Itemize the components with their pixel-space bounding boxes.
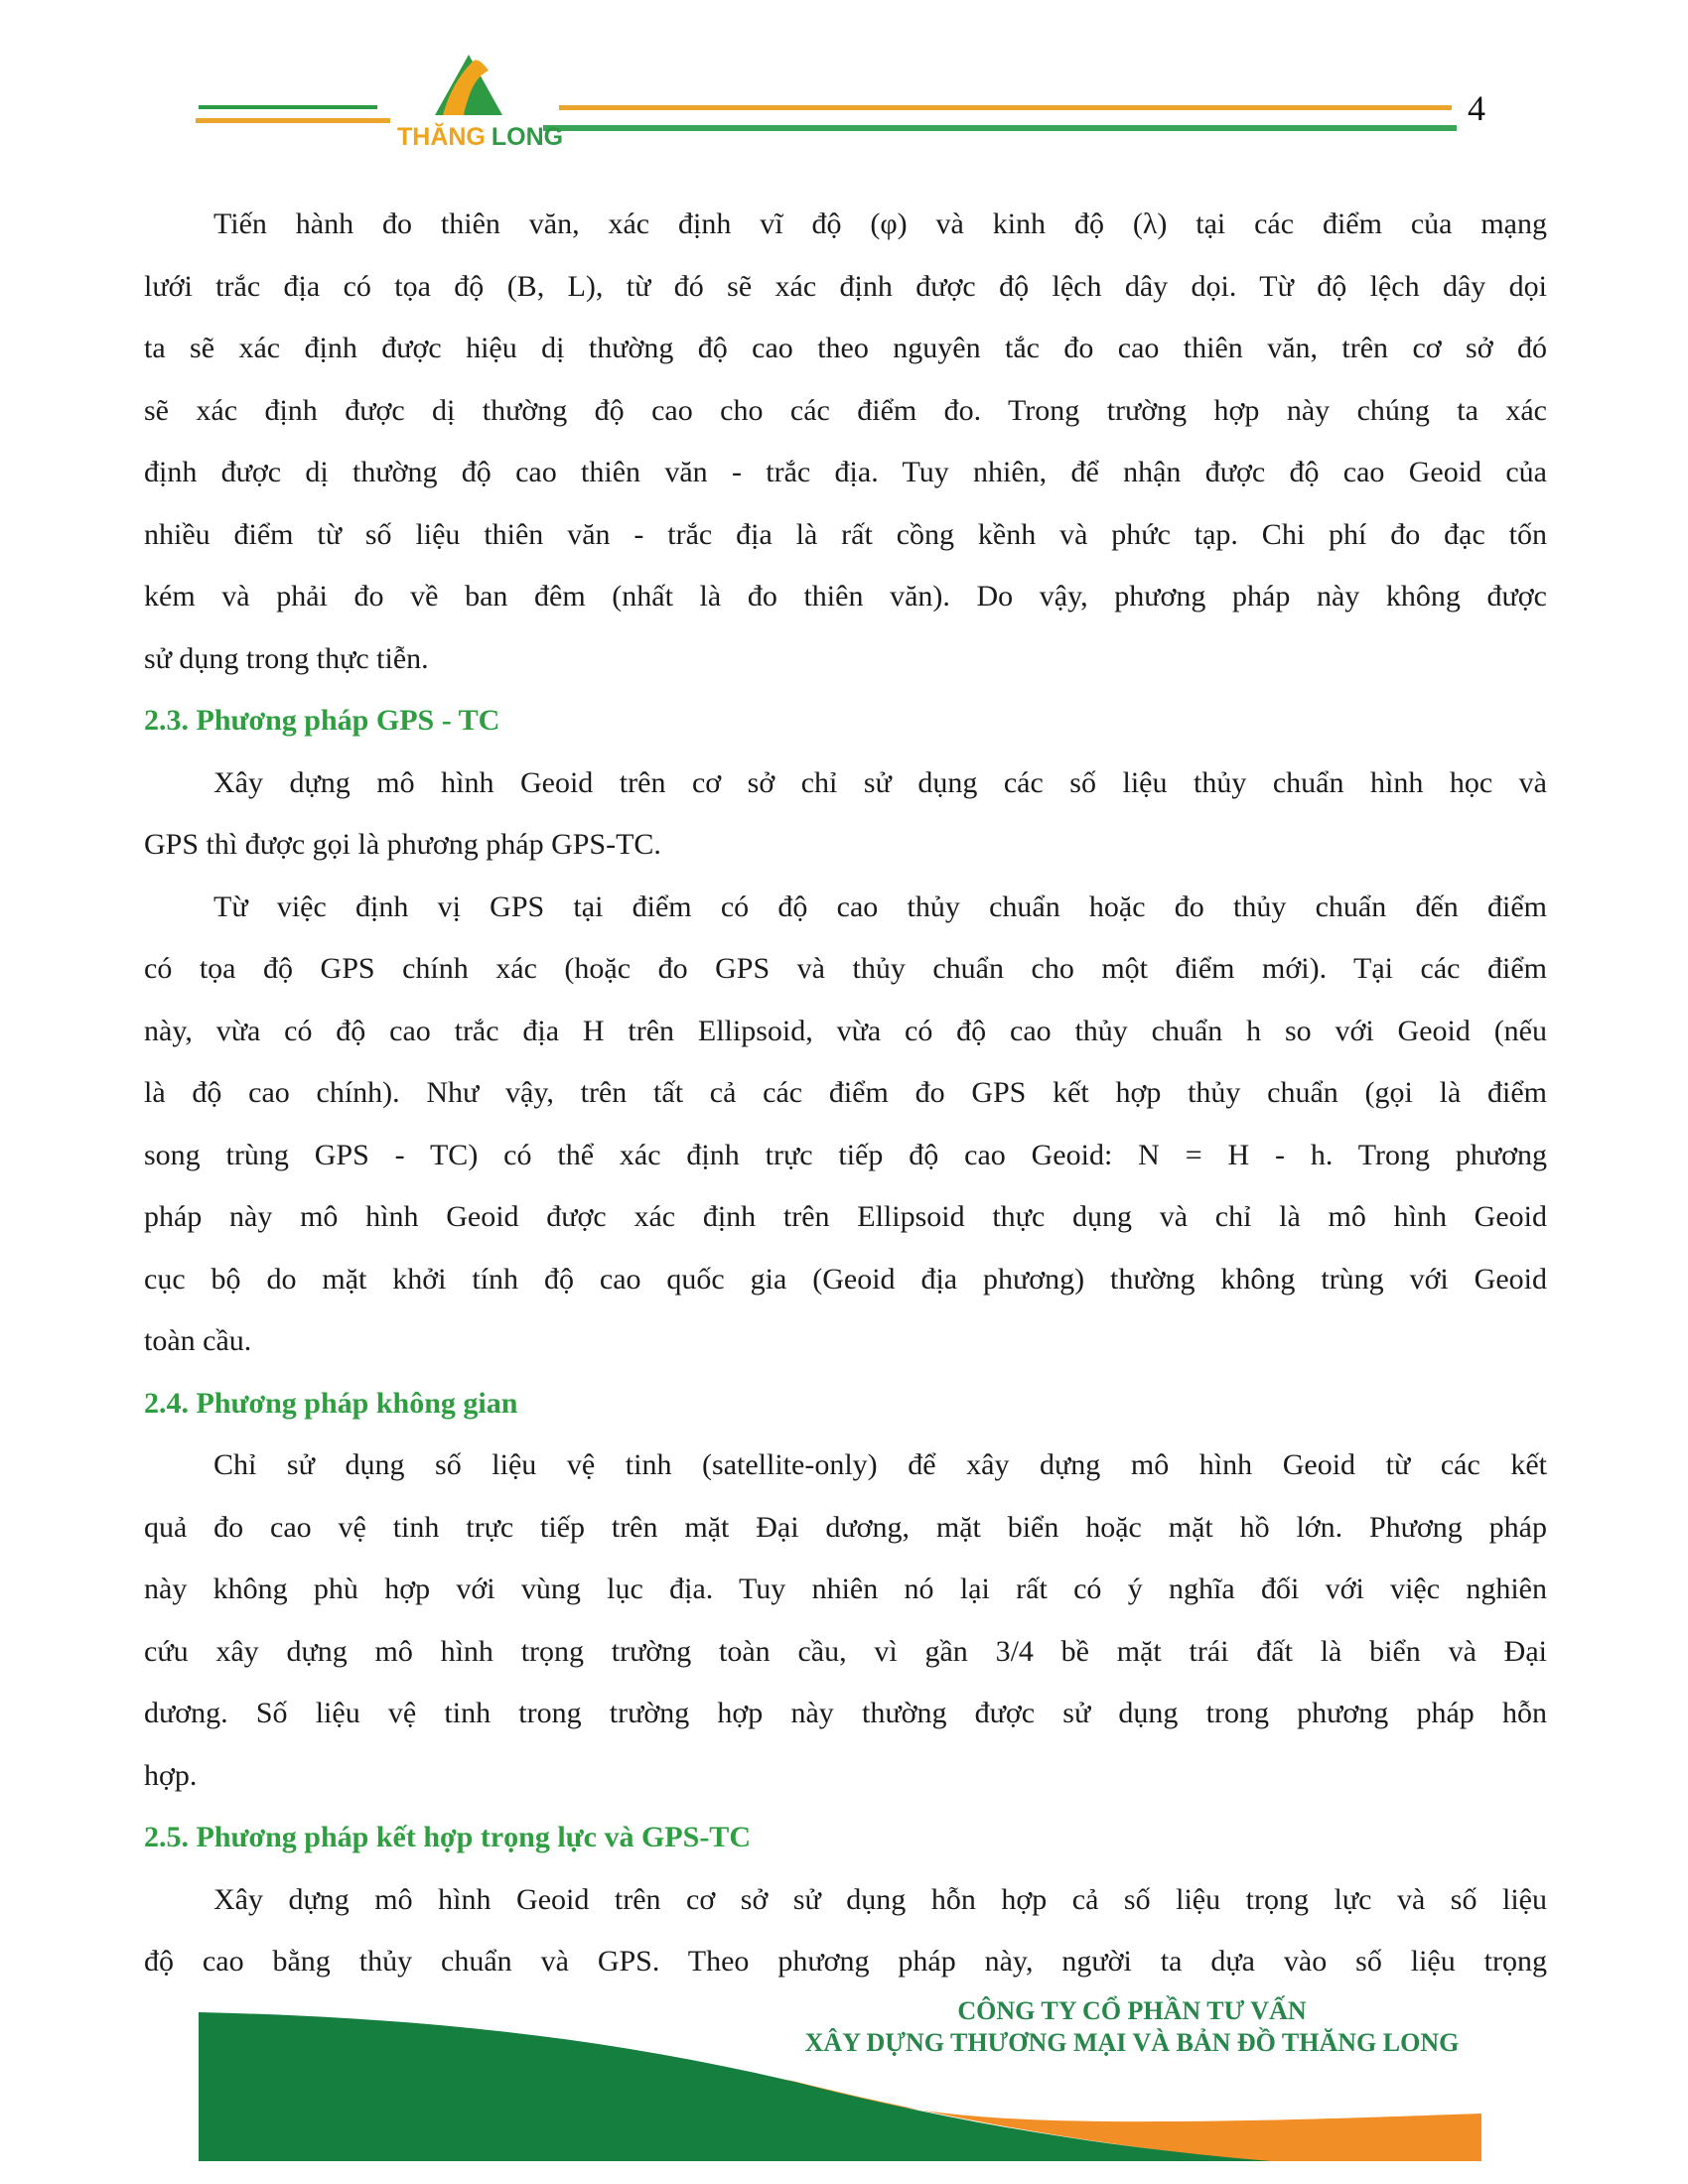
- footer-company-line2: XÂY DỰNG THƯƠNG MẠI VÀ BẢN ĐỒ THĂNG LONG: [804, 2028, 1460, 2057]
- text-line: hợp.: [144, 1758, 198, 1792]
- text-line: có tọa độ GPS chính xác (hoặc đo GPS và thủy chuẩn cho một điểm mới). Tại các điểm: [144, 952, 1547, 985]
- text-line: định được dị thường độ cao thiên văn - trắc địa. Tuy nhiên, để nhận được độ cao Geoid của: [144, 456, 1547, 488]
- text-line: song trùng GPS - TC) có thể xác định trực tiếp độ cao Geoid: N = H - h. Trong phương: [144, 1138, 1547, 1171]
- text-line: lưới trắc địa có tọa độ (B, L), từ đó sẽ xác định được độ lệch dây dọi. Từ độ lệch dây dọi: [144, 269, 1547, 303]
- brand-word-thang: THĂNG: [397, 123, 486, 151]
- thang-long-logo-icon: [429, 50, 508, 119]
- text-line: này, vừa có độ cao trắc địa H trên Ellipsoid, vừa có độ cao thủy chuẩn h so với Geoid (nếu: [144, 1014, 1547, 1047]
- header-rule-orange-right: [559, 105, 1452, 110]
- header-rule-green-right: [543, 125, 1457, 131]
- text-line: nhiều điểm từ số liệu thiên văn - trắc địa là rất cồng kềnh và phức tạp. Chi phí đo đạc tốn: [144, 517, 1547, 551]
- text-line: Tiến hành đo thiên văn, xác định vĩ độ (φ) và kinh độ (λ) tại các điểm của mạng: [213, 207, 1547, 240]
- footer-company-line1: CÔNG TY CỔ PHẦN TƯ VẤN: [957, 1996, 1307, 2025]
- text-line: ta sẽ xác định được hiệu dị thường độ cao theo nguyên tắc đo cao thiên văn, trên cơ sở đó: [144, 332, 1547, 364]
- text-line: Xây dựng mô hình Geoid trên cơ sở sử dụng hỗn hợp cả số liệu trọng lực và số liệu: [213, 1882, 1547, 1916]
- text-line: độ cao bằng thủy chuẩn và GPS. Theo phương pháp này, người ta dựa vào số liệu trọng: [144, 1945, 1547, 1978]
- section-heading: 2.5. Phương pháp kết hợp trọng lực và GPS-TC: [144, 1821, 751, 1853]
- text-line: Từ việc định vị GPS tại điểm có độ cao thủy chuẩn hoặc đo thủy chuẩn đến điểm: [213, 889, 1547, 923]
- text-line: Xây dựng mô hình Geoid trên cơ sở chỉ sử dụng các số liệu thủy chuẩn hình học và: [213, 765, 1547, 799]
- text-line: cục bộ do mặt khởi tính độ cao quốc gia (Geoid địa phương) thường không trùng với Geoid: [144, 1262, 1547, 1296]
- text-line: toàn cầu.: [144, 1324, 252, 1357]
- text-line: quả đo cao vệ tinh trực tiếp trên mặt Đại dương, mặt biển hoặc mặt hồ lớn. Phương pháp: [144, 1510, 1547, 1544]
- text-line: pháp này mô hình Geoid được xác định trên Ellipsoid thực dụng và chỉ là mô hình Geoid: [144, 1200, 1547, 1233]
- text-line: này không phù hợp với vùng lục địa. Tuy nhiên nó lại rất có ý nghĩa đối với việc nghiên: [144, 1572, 1547, 1605]
- text-line: sử dụng trong thực tiễn.: [144, 641, 429, 675]
- document-body: [144, 194, 1547, 1993]
- text-line: kém và phải đo về ban đêm (nhất là đo thiên văn). Do vậy, phương pháp này không được: [144, 580, 1547, 613]
- text-line: sẽ xác định được dị thường độ cao cho các điểm đo. Trong trường hợp này chúng ta xác: [144, 393, 1547, 427]
- header-rule-green-left: [199, 105, 377, 109]
- text-line: cứu xây dựng mô hình trọng trường toàn cầu, vì gần 3/4 bề mặt trái đất là biển và Đại: [144, 1634, 1547, 1668]
- header-rule-orange-left: [196, 118, 390, 123]
- text-line: là độ cao chính). Như vậy, trên tất cả các điểm đo GPS kết hợp thủy chuẩn (gọi là điểm: [144, 1076, 1547, 1109]
- text-line: GPS thì được gọi là phương pháp GPS-TC.: [144, 828, 661, 861]
- footer-company-name: [772, 1995, 1492, 2059]
- text-line: dương. Số liệu vệ tinh trong trường hợp này thường được sử dụng trong phương pháp hỗn: [144, 1697, 1547, 1729]
- section-heading: 2.3. Phương pháp GPS - TC: [144, 704, 500, 737]
- brand-word-long: LONG: [491, 123, 564, 151]
- section-heading: 2.4. Phương pháp không gian: [144, 1386, 518, 1420]
- text-line: Chỉ sử dụng số liệu vệ tinh (satellite-only) để xây dựng mô hình Geoid từ các kết: [213, 1448, 1547, 1481]
- brand-text: [397, 123, 564, 152]
- page-number: 4: [1468, 88, 1485, 128]
